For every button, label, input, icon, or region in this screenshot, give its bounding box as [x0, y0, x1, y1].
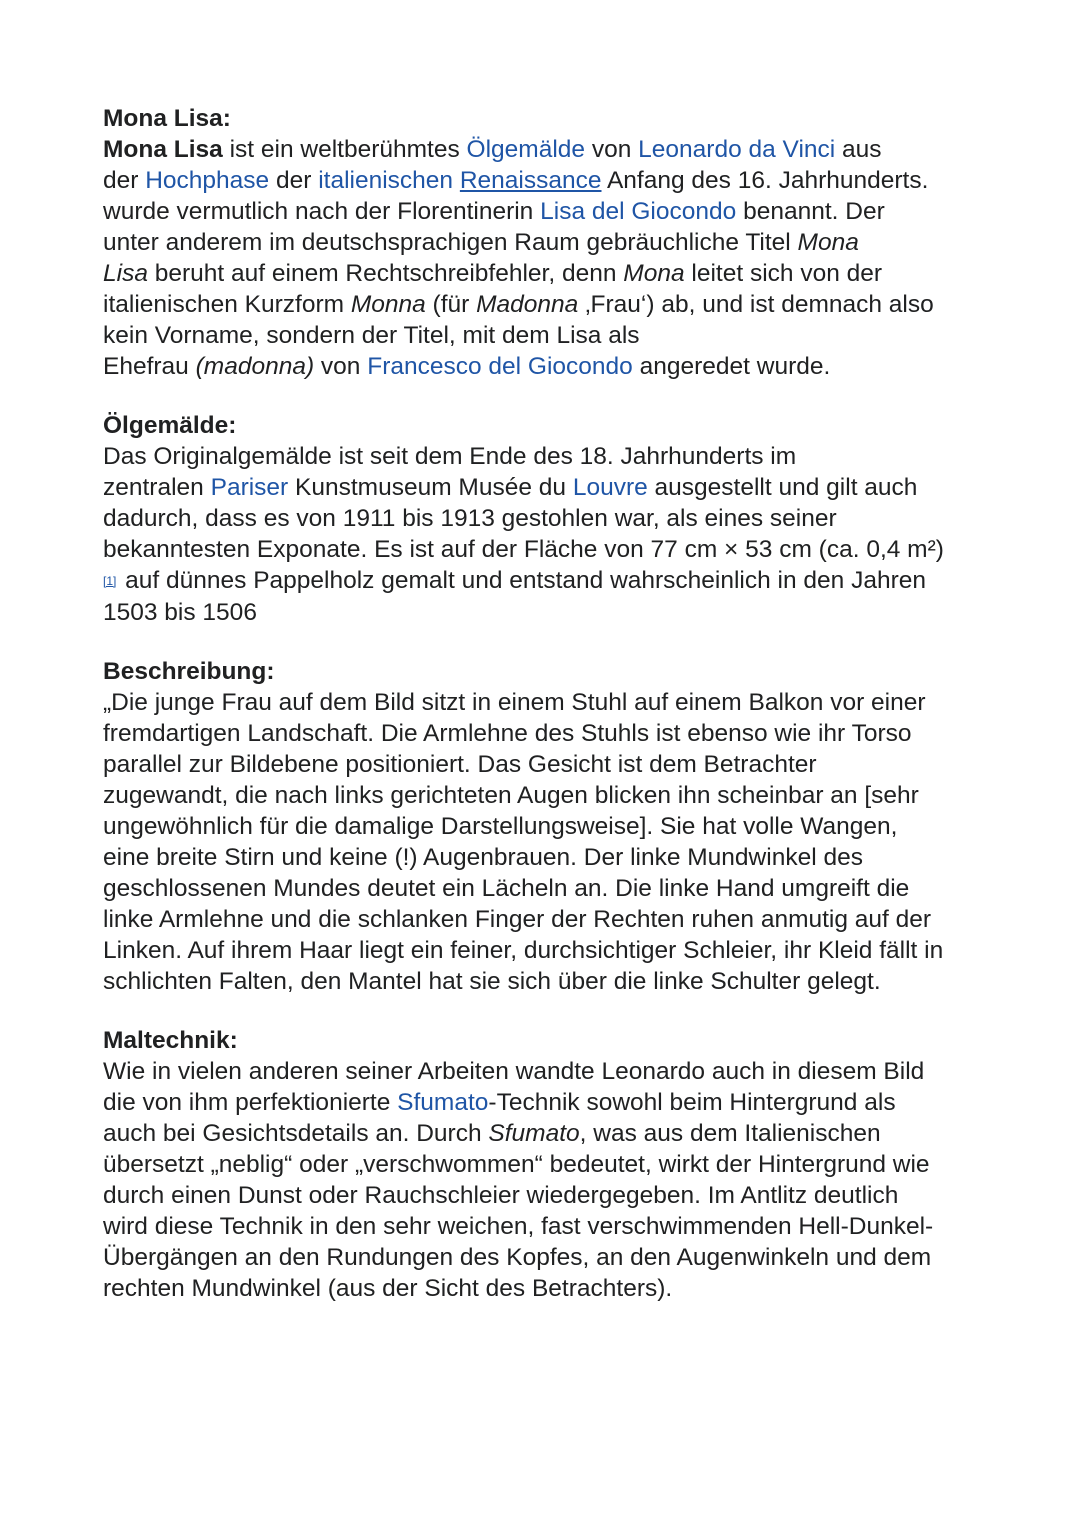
text-segment: italienischen Kurzform: [103, 291, 351, 318]
text-segment: eine breite Stirn und keine (!) Augenbrauen. Der linke Mundwinkel des: [103, 844, 863, 871]
text-line: [103, 1242, 1003, 1273]
text-segment: [453, 167, 460, 194]
text-segment: die von ihm perfektionierte: [103, 1089, 398, 1116]
text-line: [103, 289, 1003, 320]
text-line: [103, 718, 1003, 749]
text-segment: fremdartigen Landschaft. Die Armlehne des Stuhls ist ebenso wie ihr Torso: [103, 720, 912, 747]
italic-text: Lisa: [103, 260, 148, 287]
section-1: [103, 103, 1003, 382]
text-segment: benannt. Der: [736, 198, 885, 225]
text-line: [103, 597, 1003, 628]
text-line: [103, 196, 1003, 227]
text-segment: zentralen: [103, 474, 211, 501]
text-line: [103, 780, 1003, 811]
text-segment: Übergängen an den Rundungen des Kopfes, an den Augenwinkeln und dem: [103, 1244, 932, 1271]
text-segment: aus: [835, 136, 882, 163]
link-lisa-del-giocondo[interactable]: Lisa del Giocondo: [540, 198, 737, 225]
text-segment: übersetzt „neblig“ oder „verschwommen“ bedeutet, wirkt der Hintergrund wie: [103, 1151, 930, 1178]
text-segment: der: [269, 167, 319, 194]
text-segment: der: [103, 167, 146, 194]
text-segment: auf dünnes Pappelholz gemalt und entstand wahrscheinlich in den Jahren: [118, 567, 927, 594]
link-pariser[interactable]: Pariser: [210, 474, 289, 501]
link-italienischen[interactable]: italienischen: [318, 167, 454, 194]
text-segment: Das Originalgemälde ist seit dem Ende des 18. Jahrhunderts im: [103, 443, 797, 470]
text-line: [103, 134, 1003, 165]
link-leonardo-da-vinci[interactable]: Leonardo da Vinci: [638, 136, 836, 163]
text-line: [103, 811, 1003, 842]
bold-text: Mona Lisa: [103, 136, 223, 163]
text-line: [103, 351, 1003, 382]
text-segment: Kunstmuseum Musée du: [288, 474, 573, 501]
section-heading: Mona Lisa:: [103, 105, 231, 132]
text-segment: leitet sich von der: [684, 260, 883, 287]
italic-text: Mona: [797, 229, 859, 256]
text-segment: ‚Frau‘) ab, und ist demnach also: [578, 291, 934, 318]
text-segment: , was aus dem Italienischen: [579, 1120, 881, 1147]
text-segment: Ehefrau: [103, 353, 196, 380]
text-segment: linke Armlehne und die schlanken Finger der Rechten ruhen anmutig auf der: [103, 906, 932, 933]
text-line: [103, 966, 1003, 997]
section-4: [103, 1025, 1003, 1304]
text-line: [103, 472, 1003, 503]
text-segment: von: [314, 353, 368, 380]
text-segment: kein Vorname, sondern der Titel, mit dem Lisa als: [103, 322, 640, 349]
text-segment: Wie in vielen anderen seiner Arbeiten wandte Leonardo auch in diesem Bild: [103, 1058, 925, 1085]
text-line: [103, 258, 1003, 289]
text-line: [103, 687, 1003, 718]
italic-text: Monna: [350, 291, 426, 318]
text-segment: wurde vermutlich nach der Florentinerin: [103, 198, 541, 225]
link-renaissance[interactable]: Renaissance: [459, 167, 602, 194]
text-segment: dadurch, dass es von 1911 bis 1913 gestohlen war, als eines seiner: [103, 505, 837, 532]
text-line: [103, 534, 1003, 565]
text-line: [103, 227, 1003, 258]
section-heading: Ölgemälde:: [103, 412, 237, 439]
text-segment: auch bei Gesichtsdetails an. Durch: [103, 1120, 489, 1147]
text-line: [103, 1273, 1003, 1304]
text-line: [103, 1056, 1003, 1087]
text-line: [103, 320, 1003, 351]
section-heading: Maltechnik:: [103, 1027, 238, 1054]
section-2: [103, 410, 1003, 628]
italic-text: Mona: [623, 260, 685, 287]
text-line: [103, 565, 1003, 597]
text-segment: geschlossenen Mundes deutet ein Lächeln an. Die linke Hand umgreift die: [103, 875, 910, 902]
text-line: [103, 1087, 1003, 1118]
text-segment: wird diese Technik in den sehr weichen, fast verschwimmenden Hell-Dunkel-: [103, 1213, 934, 1240]
text-line: [103, 441, 1003, 472]
text-segment: schlichten Falten, den Mantel hat sie sich über die linke Schulter gelegt.: [103, 968, 881, 995]
link-sfumato[interactable]: Sfumato: [397, 1089, 489, 1116]
text-segment: ungewöhnlich für die damalige Darstellungsweise]. Sie hat volle Wangen,: [103, 813, 898, 840]
text-line: [103, 165, 1003, 196]
text-segment: „Die junge Frau auf dem Bild sitzt in einem Stuhl auf einem Balkon vor einer: [103, 689, 926, 716]
text-segment: ausgestellt und gilt auch: [647, 474, 918, 501]
footnote-ref[interactable]: [1]: [103, 574, 117, 588]
text-line: [103, 1180, 1003, 1211]
text-line: [103, 935, 1003, 966]
text-line: [103, 503, 1003, 534]
text-segment: Anfang des 16. Jahrhunderts.: [601, 167, 929, 194]
text-line: [103, 1118, 1003, 1149]
text-segment: beruht auf einem Rechtschreibfehler, denn: [147, 260, 624, 287]
text-segment: bekanntesten Exponate. Es ist auf der Fläche von 77 cm × 53 cm (ca. 0,4 m²): [103, 536, 944, 563]
text-segment: Linken. Auf ihrem Haar liegt ein feiner, durchsichtiger Schleier, ihr Kleid fällt in: [103, 937, 944, 964]
text-segment: angeredet wurde.: [632, 353, 831, 380]
italic-text: (madonna): [195, 353, 315, 380]
text-line: [103, 1149, 1003, 1180]
text-line: [103, 873, 1003, 904]
text-segment: zugewandt, die nach links gerichteten Augen blicken ihn scheinbar an [sehr: [103, 782, 919, 809]
text-segment: von: [585, 136, 639, 163]
link-francesco-del-giocondo[interactable]: Francesco del Giocondo: [367, 353, 633, 380]
text-segment: durch einen Dunst oder Rauchschleier wiedergegeben. Im Antlitz deutlich: [103, 1182, 899, 1209]
text-line: [103, 1211, 1003, 1242]
italic-text: Madonna: [476, 291, 579, 318]
text-segment: (für: [425, 291, 477, 318]
section-3: [103, 656, 1003, 997]
text-line: [103, 842, 1003, 873]
text-segment: parallel zur Bildebene positioniert. Das Gesicht ist dem Betrachter: [103, 751, 817, 778]
link-hochphase[interactable]: Hochphase: [145, 167, 270, 194]
link-lgem-lde[interactable]: Ölgemälde: [466, 136, 586, 163]
text-segment: 1503 bis 1506: [103, 599, 257, 626]
text-segment: ist ein weltberühmtes: [222, 136, 467, 163]
document-page: [103, 103, 1003, 1332]
text-segment: -Technik sowohl beim Hintergrund als: [488, 1089, 896, 1116]
text-segment: rechten Mundwinkel (aus der Sicht des Betrachters).: [103, 1275, 673, 1302]
section-heading: Beschreibung:: [103, 658, 275, 685]
link-louvre[interactable]: Louvre: [572, 474, 648, 501]
italic-text: Sfumato: [488, 1120, 580, 1147]
text-line: [103, 904, 1003, 935]
text-segment: unter anderem im deutschsprachigen Raum gebräuchliche Titel: [103, 229, 798, 256]
text-line: [103, 749, 1003, 780]
